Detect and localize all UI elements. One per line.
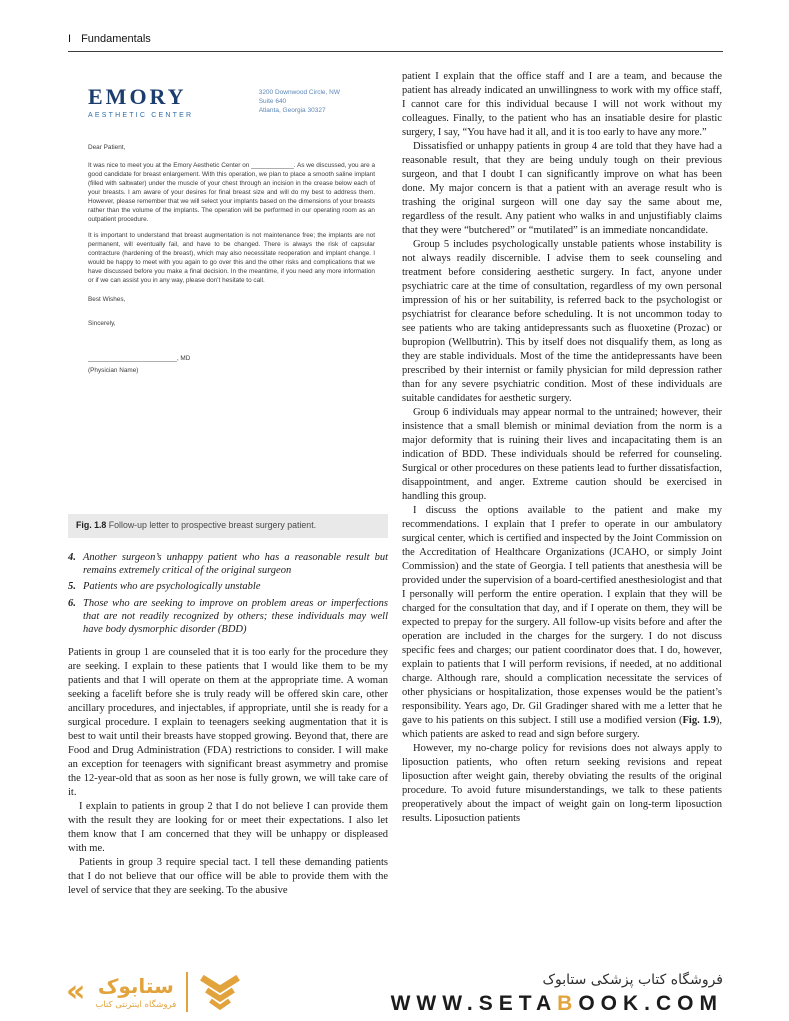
list-item-number: 4. xyxy=(68,552,76,563)
paragraph-text: ), which patients are asked to read and sign before surgery. xyxy=(402,715,722,740)
emory-logo-subtitle: AESTHETIC CENTER xyxy=(88,112,194,119)
body-paragraph: I explain to patients in group 2 that I do not believe I can provide them with the result they are looking for or meet their expectations. I also let them know that I am concerned that they will be unhappy or displeased with me. xyxy=(68,801,388,855)
address-line: Suite 640 xyxy=(258,98,287,105)
body-paragraph: Dissatisfied or unhappy patients in group 4 are told that they have had a reasonable result, that they are being unduly tough on their previous surgeon, and that I doubt I can significantly improve on what has been done. My major concern is that a patient with an average result who is trashing the original surgeon will one day say the same about me, regardless of the result. Any patient who walks in and unjustifiably claims that they were “butchered” or “mutilated” is an immediate noncandidate. xyxy=(402,141,722,236)
list-item-number: 6. xyxy=(68,597,76,609)
body-paragraph: Patients in group 1 are counseled that it is too early for the procedure they are seeking. I explain to these patients that I would like them to be my patients and that I will operate on them at the appropriate time. A woman seeking a facelift before she is truly ready will be offered skin care, other ancillary procedures, and injectables, if appropriate, until she is ready for a surgical procedure. I explain to teenagers seeking augmentation that it is best to wait until their breasts have stopped growing. Beyond that, there are Food and Drug Administration (FDA) restrictions to consider. I will make an exception for teenagers with significant breast asymmetry and promise the 12-year-old that as soon as her nose is fully grown, we will take care of it. xyxy=(68,647,388,799)
letter-closing: Sincerely, xyxy=(88,320,116,327)
figure-caption-label: Fig. 1.8 xyxy=(76,520,107,530)
store-name: فروشگاه کتاب پزشکی ستابوک xyxy=(542,972,723,988)
figure-reference: Fig. 1.9 xyxy=(682,715,716,726)
letter-signature-line: _________________________, MD xyxy=(88,355,191,362)
left-body-text xyxy=(68,646,388,898)
paragraph-text: I discuss the options available to the patient and make my recommendations. I explain that I prefer to operate in our ambulatory surgical center, which is certified and inspected by the Joint Commission on the Accreditation of Healthcare Organizations (JCAHO, or simply Joint Commission) and the state of Georgia. I tell patients that anesthesia will be provided under the supervision of a board-certified anesthesiologist and that I personally will perform the entire operation. I explain that they will be charged for the consultation that day, and if I operate on them, they will be expected to prepay for the surgery. All follow-up visits before and after the operation are included in the charges for the surgery. I do not discuss specific fees and charges; our patient coordinator does that. I do, however, explain to patients that I will perform revisions, if needed, at no additional charge. Although rare, should a complication necessitate the services of other physicians or hospitalization, those expenses would be the patient’s responsibility. Years ago, Dr. Gil Gradinger shared with me a letter that he gave to his patients on this subject. I still use a modified version ( xyxy=(402,505,722,726)
bookstore-watermark xyxy=(0,957,789,1021)
bookstore-text xyxy=(391,972,723,1016)
emory-logo-title: EMORY xyxy=(88,84,187,109)
body-paragraph: Group 5 includes psychologically unstable patients whose instability is not always readily discernible. I advise them to seek counseling and treatment before considering aesthetic surgery. In fact, anyone under psychiatric care at the time of consultation, regardless of my own personal impression of his or her suitability, is referred back to the psychologist or psychiatrist for clearance before scheduling. It is not uncommon today to see patients who are taking antidepressants such as fluoxetine (Prozac) or bupropion (Wellbutrin). This by itself does not disqualify them, as long as they are stable individuals. Most of the time the antidepressants have been prescribed by their internist or family physician for mild depression rather than for any severe psychiatric condition. Most of these individuals are suitable candidates for aesthetic surgery. xyxy=(402,239,722,404)
letter-closing: Best Wishes, xyxy=(88,296,126,303)
part-number: I xyxy=(68,33,72,45)
letterhead xyxy=(88,84,378,119)
list-item xyxy=(68,597,388,637)
running-head xyxy=(68,33,151,45)
figure-caption xyxy=(68,514,388,538)
right-column xyxy=(402,70,722,898)
letter-salutation: Dear Patient, xyxy=(88,144,126,151)
emory-logo xyxy=(88,84,193,119)
bookstore-logo xyxy=(66,971,242,1013)
part-title: Fundamentals xyxy=(81,33,151,45)
website-prefix: WWW.SETA xyxy=(390,992,558,1015)
letter-address xyxy=(259,84,340,115)
body-paragraph: Group 6 individuals may appear normal to the untrained; however, their insistence that a small blemish or minimal deviation from the norm is a major deformity that is ruining their lives and incapacitating them is an indication of BDD. These individuals should be referred for counseling. Surgical or other procedures on these patients lead to further dissatisfaction, disappointment, and anger. Extreme caution should be exercised in handling this group. xyxy=(402,407,722,502)
body-paragraph: patient I explain that the office staff and I are a team, and because the patient has already indicated an unwillingness to work with my office staff, I cannot care for this individual because I will not work without my colleagues. Finally, to the patient who has an insatiable desire for plastic surgery, I say, “You have had it all, and it is too early to have any more.” xyxy=(402,71,722,138)
left-column xyxy=(68,70,388,898)
header-rule xyxy=(68,51,723,52)
body-paragraph: However, my no-charge policy for revisions does not always apply to liposuction patients, who often return seeking revisions and repeat liposuction after weight gain, thereby obviating the results of the original procedure. To avoid future misunderstandings, we talk to these patients preoperatively about the impact of weight gain on long-term liposuction results. Liposuction patients xyxy=(402,743,722,824)
body-paragraph xyxy=(402,504,722,742)
logo-divider xyxy=(186,972,188,1012)
logo-text-block xyxy=(95,975,176,1010)
letter-paragraph: It was nice to meet you at the Emory Aesthetic Center on ____________. As we discussed, you are a good candidate for breast enlargement. With this operation, we plan to place a smooth saline implant (filled with saltwater) under the muscle of your chest through an incision in the crease below each of your breasts. I am aware of your desires for final breast size and will do my best to address them. However, please remember that we will select your implants based on the dimensions of your breasts rather than the volume of the implants. The operation will be performed in our operating room as an outpatient procedure. xyxy=(88,162,375,223)
address-line: 3200 Downwood Circle, NW xyxy=(258,89,340,96)
list-item-text: Those who are seeking to improve on problem areas or imperfections that are not readily recognized by others; these individuals may well have body dysmorphic disorder (BDD) xyxy=(83,597,388,636)
website-suffix: OOK.COM xyxy=(578,992,723,1015)
logo-name: ستابوک xyxy=(97,973,174,998)
list-item-text: Patients who are psychologically unstable xyxy=(83,581,261,593)
list-item-number: 5. xyxy=(68,581,76,593)
candidate-list xyxy=(68,551,388,636)
figure-caption-text: Follow-up letter to prospective breast surgery patient. xyxy=(108,520,317,530)
chevron-left-icon: « xyxy=(66,974,86,1009)
figure-1-8 xyxy=(68,70,388,538)
letter-body xyxy=(88,143,378,375)
logo-subtitle: فروشگاه اینترنتی کتاب xyxy=(95,999,177,1010)
list-item xyxy=(68,580,388,593)
chevrons-emblem-icon xyxy=(198,971,242,1013)
list-item xyxy=(68,551,388,577)
letter-signature-label: (Physician Name) xyxy=(88,367,139,374)
website-url xyxy=(391,992,723,1016)
follow-up-letter-image xyxy=(68,70,388,514)
two-column-text xyxy=(68,70,723,898)
website-accent-letter: B xyxy=(557,992,579,1015)
letter-paragraph: It is important to understand that breast augmentation is not maintenance free; the implants are not permanent, will eventually fail, and have to be changed. There is always the risk of capsular contracture (hardening of the breast), which may also necessitate reoperation and implant change. I would be happy to meet with you again to go over this and the other risks and complications that we have discussed before you make a final decision. In the meantime, if you need any more information or if we can assist you in any way, please don’t hesitate to call. xyxy=(88,232,375,284)
address-line: Atlanta, Georgia 30327 xyxy=(258,107,326,114)
body-paragraph: Patients in group 3 require special tact. I tell these demanding patients that I do not believe that our office will be able to provide them with the level of service that they are seeking. To the abusive xyxy=(68,857,388,897)
list-item-text: Another surgeon’s unhappy patient who has a reasonable result but remains extremely critical of the original surgeon xyxy=(83,552,388,577)
